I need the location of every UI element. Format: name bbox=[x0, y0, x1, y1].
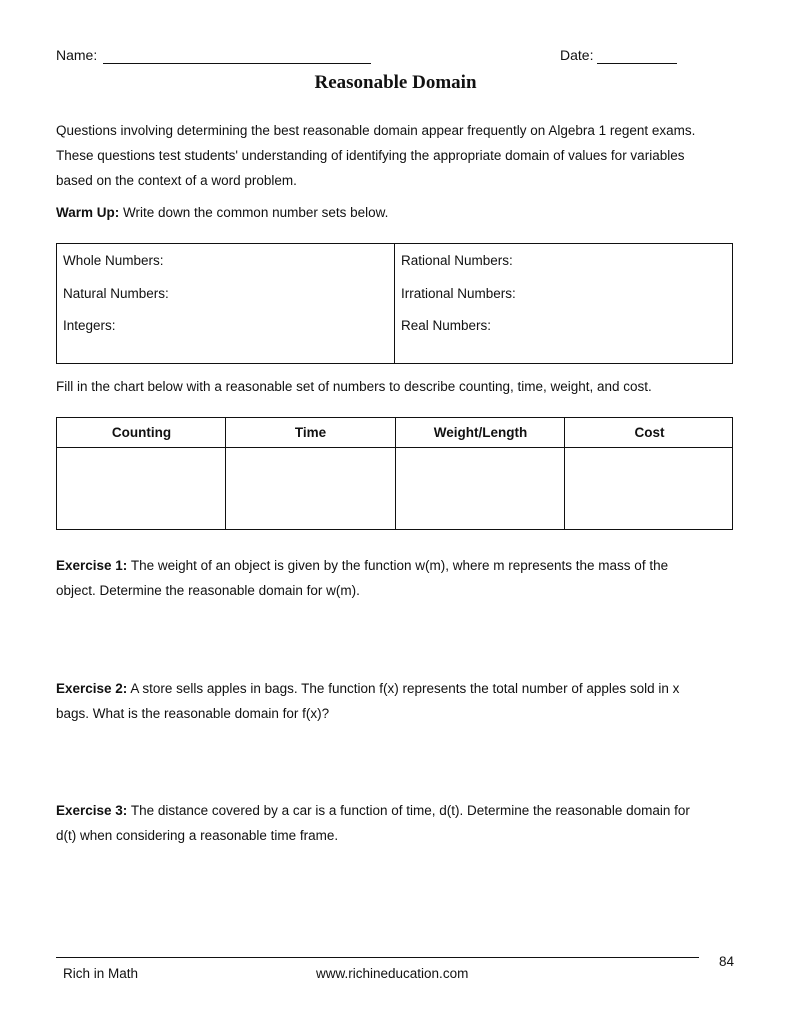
exercise-text: The weight of an object is given by the function w(m), where m represents the mass of the bbox=[130, 558, 669, 573]
integers-label: Integers: bbox=[63, 318, 116, 333]
warmup-text: Write down the common number sets below. bbox=[123, 205, 389, 220]
name-blank-line[interactable] bbox=[103, 63, 371, 64]
exercise-1 bbox=[56, 553, 741, 603]
intro-line-2: These questions test students' understanding of identifying the appropriate domain of values for variables bbox=[56, 148, 685, 163]
whole-numbers-label: Whole Numbers: bbox=[63, 253, 164, 268]
date-label: Date: bbox=[560, 47, 594, 63]
chart-header-cost: Cost bbox=[634, 425, 665, 440]
natural-numbers-label: Natural Numbers: bbox=[63, 286, 169, 301]
exercise-label: Exercise 1: bbox=[56, 558, 128, 573]
chart-instruction: Fill in the chart below with a reasonable set of numbers to describe counting, time, weight, and cost. bbox=[56, 379, 652, 394]
chart-header-time: Time bbox=[294, 425, 327, 440]
intro-paragraph bbox=[56, 118, 746, 193]
exercise-text: bags. What is the reasonable domain for f(x)? bbox=[56, 706, 330, 721]
intro-line-1: Questions involving determining the best reasonable domain appear frequently on Algebra 1 regent exams. bbox=[56, 123, 696, 138]
page-title: Reasonable Domain bbox=[314, 72, 477, 93]
footer-website: www.richineducation.com bbox=[316, 966, 469, 981]
exercise-label: Exercise 3: bbox=[56, 803, 128, 818]
name-label: Name: bbox=[56, 47, 98, 63]
number-chart bbox=[56, 417, 733, 530]
exercise-text: A store sells apples in bags. The function f(x) represents the total number of apples sold in x bbox=[130, 681, 680, 696]
footer-divider bbox=[56, 957, 699, 958]
rational-numbers-label: Rational Numbers: bbox=[401, 253, 513, 268]
exercise-text: The distance covered by a car is a function of time, d(t). Determine the reasonable domain for bbox=[130, 803, 690, 818]
chart-header-counting: Counting bbox=[111, 425, 172, 440]
exercise-text: object. Determine the reasonable domain for w(m). bbox=[56, 583, 360, 598]
exercise-3 bbox=[56, 798, 741, 848]
number-sets-table bbox=[56, 243, 733, 364]
chart-header-weight-length: Weight/Length bbox=[433, 425, 528, 440]
date-blank-line[interactable] bbox=[597, 63, 677, 64]
exercise-text: d(t) when considering a reasonable time frame. bbox=[56, 828, 339, 843]
warmup-instruction bbox=[56, 205, 388, 220]
exercise-label: Exercise 2: bbox=[56, 681, 128, 696]
table-divider bbox=[394, 244, 395, 363]
real-numbers-label: Real Numbers: bbox=[401, 318, 492, 333]
page-number: 84 bbox=[719, 954, 735, 969]
intro-line-3: based on the context of a word problem. bbox=[56, 173, 297, 188]
irrational-numbers-label: Irrational Numbers: bbox=[401, 286, 516, 301]
exercise-2 bbox=[56, 676, 741, 726]
warmup-label: Warm Up: bbox=[56, 205, 120, 220]
footer-brand: Rich in Math bbox=[63, 966, 139, 981]
